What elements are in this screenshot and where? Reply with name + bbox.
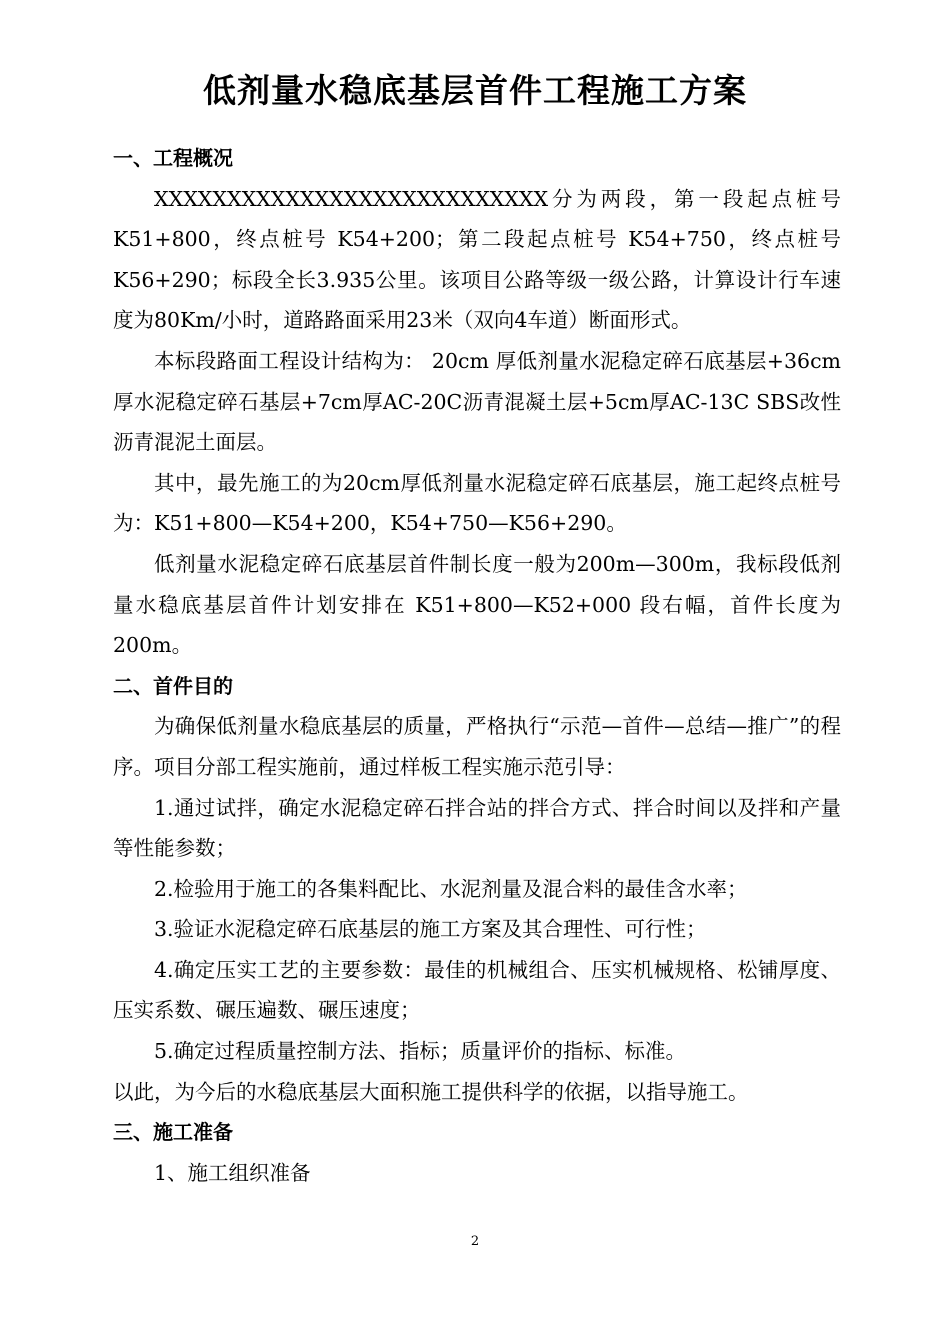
list-item: 1.通过试拌，确定水泥稳定碎石拌合站的拌合方式、拌合时间以及拌和产量等性能参数；: [113, 795, 841, 861]
list-item: 3.验证水泥稳定碎石底基层的施工方案及其合理性、可行性；: [154, 917, 707, 942]
section-heading-overview: 一、工程概况: [113, 146, 233, 170]
paragraph: 其中，最先施工的为20cm厚低剂量水泥稳定碎石底基层，施工起终点桩号为：K51+800—K54+200，K54+750—K56+290。: [113, 470, 841, 536]
paragraph: 低剂量水泥稳定碎石底基层首件制长度一般为200m—300m，我标段低剂量水稳底基层首件计划安排在 K51+800—K52+000 段右幅，首件长度为200m。: [113, 551, 841, 658]
page-number: 2: [470, 1234, 480, 1249]
paragraph: 为确保低剂量水稳底基层的质量，严格执行“示范—首件—总结—推广”的程序。项目分部工程实施前，通过样板工程实施示范引导：: [113, 714, 841, 779]
document-title: 低剂量水稳底基层首件工程施工方案: [203, 71, 747, 110]
closing-paragraph: 以此，为今后的水稳底基层大面积施工提供科学的依据，以指导施工。: [113, 1079, 749, 1104]
paragraph: XXXXXXXXXXXXXXXXXXXXXXXXXXX分为两段，第一段起点桩号 K51+800，终点桩号 K54+200；第二段起点桩号 K54+750，终点桩号 K56+290；标段全长3.935公里。该项目公路等级一级公路，计算设计行车速度为80Km/小时，道路路面采用23米（双向4车道）断面形式。: [113, 186, 841, 333]
list-item: 5.确定过程质量控制方法、指标；质量评价的指标、标准。: [154, 1039, 687, 1064]
list-item: 1、施工组织准备: [154, 1160, 311, 1185]
document-body: [113, 138, 841, 1193]
list-item: 2.检验用于施工的各集料配比、水泥剂量及混合料的最佳含水率；: [154, 876, 748, 901]
section-heading-purpose: 二、首件目的: [113, 673, 233, 698]
paragraph: 本标段路面工程设计结构为： 20cm 厚低剂量水泥稳定碎石底基层+36cm厚水泥稳定碎石基层+7cm厚AC-20C沥青混凝土层+5cm厚AC-13C SBS改性沥青混泥土面层。: [113, 348, 841, 455]
list-item: 4.确定压实工艺的主要参数：最佳的机械组合、压实机械规格、松铺厚度、压实系数、碾压遍数、碾压速度；: [113, 957, 841, 1023]
section-heading-preparation: 三、施工准备: [113, 1120, 233, 1145]
